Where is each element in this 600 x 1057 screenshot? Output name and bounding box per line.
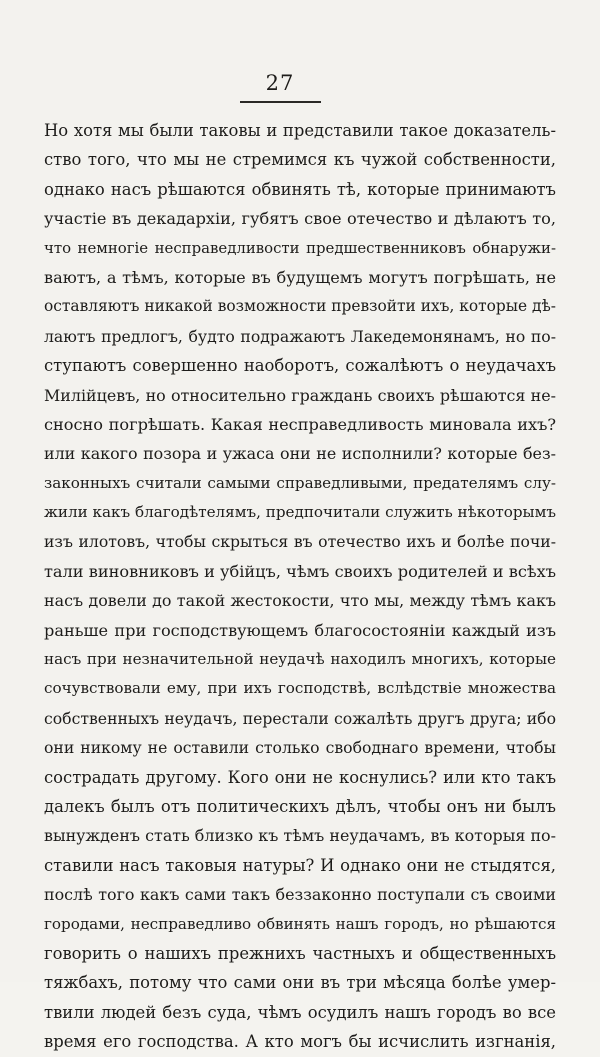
text-line: тали виновниковъ и убійцъ, чѣмъ своихъ родителей и всѣхъ	[44, 561, 556, 581]
text-line: лаютъ предлогъ, будто подражаютъ Лакедемонянамъ, но по-	[44, 326, 556, 346]
text-line: законныхъ считали самыми справедливыми, предателямъ слу-	[44, 473, 556, 492]
text-line: собственныхъ неудачъ, перестали сожалѣть другъ друга; ибо	[44, 708, 556, 728]
text-line: изъ илотовъ, чтобы скрыться въ отечество ихъ и болѣе почи-	[44, 532, 556, 552]
text-line: послѣ того какъ сами такъ беззаконно поступали съ своими	[44, 885, 556, 905]
text-line: ставили насъ таковыя натуры? И однако они не стыдятся,	[44, 855, 556, 875]
header-rule	[240, 101, 321, 103]
text-line: что немногіе несправедливости предшественниковъ обнаружи-	[44, 238, 556, 257]
text-line: вынужденъ стать близко къ тѣмъ неудачамъ, въ которыя по-	[44, 826, 556, 846]
text-line: сносно погрѣшать. Какая несправедливость миновала ихъ?	[44, 414, 556, 434]
text-line: Но хотя мы были таковы и представили такое доказатель-	[44, 121, 556, 140]
page-number: 27	[265, 71, 295, 95]
text-line: однако насъ рѣшаются обвинять тѣ, которые принимаютъ	[44, 179, 556, 199]
text-line: городами, несправедливо обвинять нашъ городъ, но рѣшаются	[44, 914, 556, 933]
text-line: ваютъ, а тѣмъ, которые въ будущемъ могутъ погрѣшать, не	[44, 267, 556, 287]
text-line: сочувствовали ему, при ихъ господствѣ, вслѣдствіе множества	[44, 679, 556, 698]
text-line: участіе въ декадархіи, губятъ свое отечество и дѣлаютъ то,	[44, 209, 556, 229]
text-line: жили какъ благодѣтелямъ, предпочитали служить нѣкоторымъ	[44, 503, 556, 522]
text-line: они никому не оставили столько свободнаго времени, чтобы	[44, 738, 556, 758]
text-line: сострадать другому. Кого они не коснулись? или кто такъ	[44, 767, 556, 787]
body-text	[44, 116, 556, 1057]
text-line: или какого позора и ужаса они не исполнили? которые без-	[44, 444, 556, 464]
text-line: насъ довели до такой жестокости, что мы, между тѣмъ какъ	[44, 591, 556, 611]
text-line: ступаютъ совершенно наоборотъ, сожалѣютъ о неудачахъ	[44, 356, 556, 376]
text-line: насъ при незначительной неудачѣ находилъ многихъ, которые	[44, 650, 556, 669]
text-line: говорить о нашихъ прежнихъ частныхъ и общественныхъ	[44, 943, 556, 963]
text-line: оставляютъ никакой возможности превзойти ихъ, которые дѣ-	[44, 297, 556, 316]
text-line: далекъ былъ отъ политическихъ дѣлъ, чтобы онъ ни былъ	[44, 796, 556, 816]
text-line: тяжбахъ, потому что сами они въ три мѣсяца болѣе умер-	[44, 973, 556, 993]
text-line: ство того, что мы не стремимся къ чужой собственности,	[44, 150, 556, 170]
text-line: время его господства. А кто могъ бы исчислить изгнанія,	[44, 1032, 556, 1052]
text-line: Милійцевъ, но относительно граждань своихъ рѣшаются не-	[44, 385, 556, 405]
text-line: раньше при господствующемъ благосостояніи каждый изъ	[44, 620, 556, 640]
text-line: твили людей безъ суда, чѣмъ осудилъ нашъ городъ во все	[44, 1002, 556, 1022]
